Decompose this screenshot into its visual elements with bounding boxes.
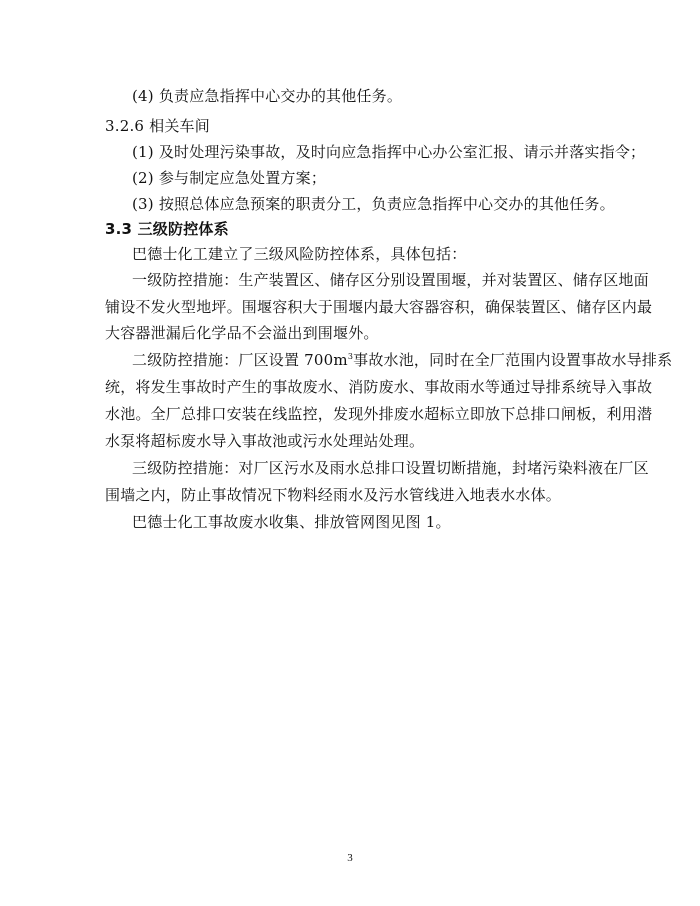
figure-reference: 巴德士化工事故废水收集、排放管网图见图 1。: [132, 513, 451, 531]
level2-paragraph-line-4: 水泵将超标废水导入事故池或污水处理站处理。: [105, 432, 425, 450]
workshop-duty-item-2: (2) 参与制定应急处置方案；: [132, 169, 327, 187]
level2-text-a: 二级防控措施：厂区设置 700m: [132, 351, 348, 369]
level2-paragraph-line-3: 水池。全厂总排口安装在线监控，发现外排废水超标立即放下总排口闸板，利用潜: [105, 405, 653, 423]
level3-paragraph-line-2: 围墙之内，防止事故情况下物料经雨水及污水管线进入地表水水体。: [105, 486, 562, 504]
level1-paragraph-line-3: 大容器泄漏后化学品不会溢出到围堰外。: [105, 324, 379, 342]
level1-paragraph-line-2: 铺设不发火型地坪。围堰容积大于围堰内最大容器容积，确保装置区、储存区内最: [105, 298, 653, 316]
level2-paragraph-line-1: [132, 350, 672, 370]
workshop-duty-item-1: (1) 及时处理污染事故，及时向应急指挥中心办公室汇报、请示并落实指令；: [132, 143, 646, 161]
intro-paragraph: 巴德士化工建立了三级风险防控体系，具体包括：: [132, 245, 467, 263]
duty-item-4: (4) 负责应急指挥中心交办的其他任务。: [132, 87, 403, 105]
section-heading-3-2-6: 3.2.6 相关车间: [105, 117, 210, 135]
workshop-duty-item-3: (3) 按照总体应急预案的职责分工，负责应急指挥中心交办的其他任务。: [132, 195, 615, 213]
level3-paragraph-line-1: 三级防控措施：对厂区污水及雨水总排口设置切断措施，封堵污染料液在厂区: [132, 459, 649, 477]
cubic-superscript: 3: [347, 352, 354, 361]
page-number: 3: [347, 852, 353, 864]
level1-paragraph-line-1: 一级防控措施：生产装置区、储存区分别设置围堰，并对装置区、储存区地面: [132, 271, 649, 289]
level2-text-b: 事故水池，同时在全厂范围内设置事故水导排系: [353, 351, 673, 369]
level2-paragraph-line-2: 统，将发生事故时产生的事故废水、消防废水、事故雨水等通过导排系统导入事故: [105, 378, 653, 396]
section-heading-3-3: 3.3 三级防控体系: [105, 220, 229, 238]
